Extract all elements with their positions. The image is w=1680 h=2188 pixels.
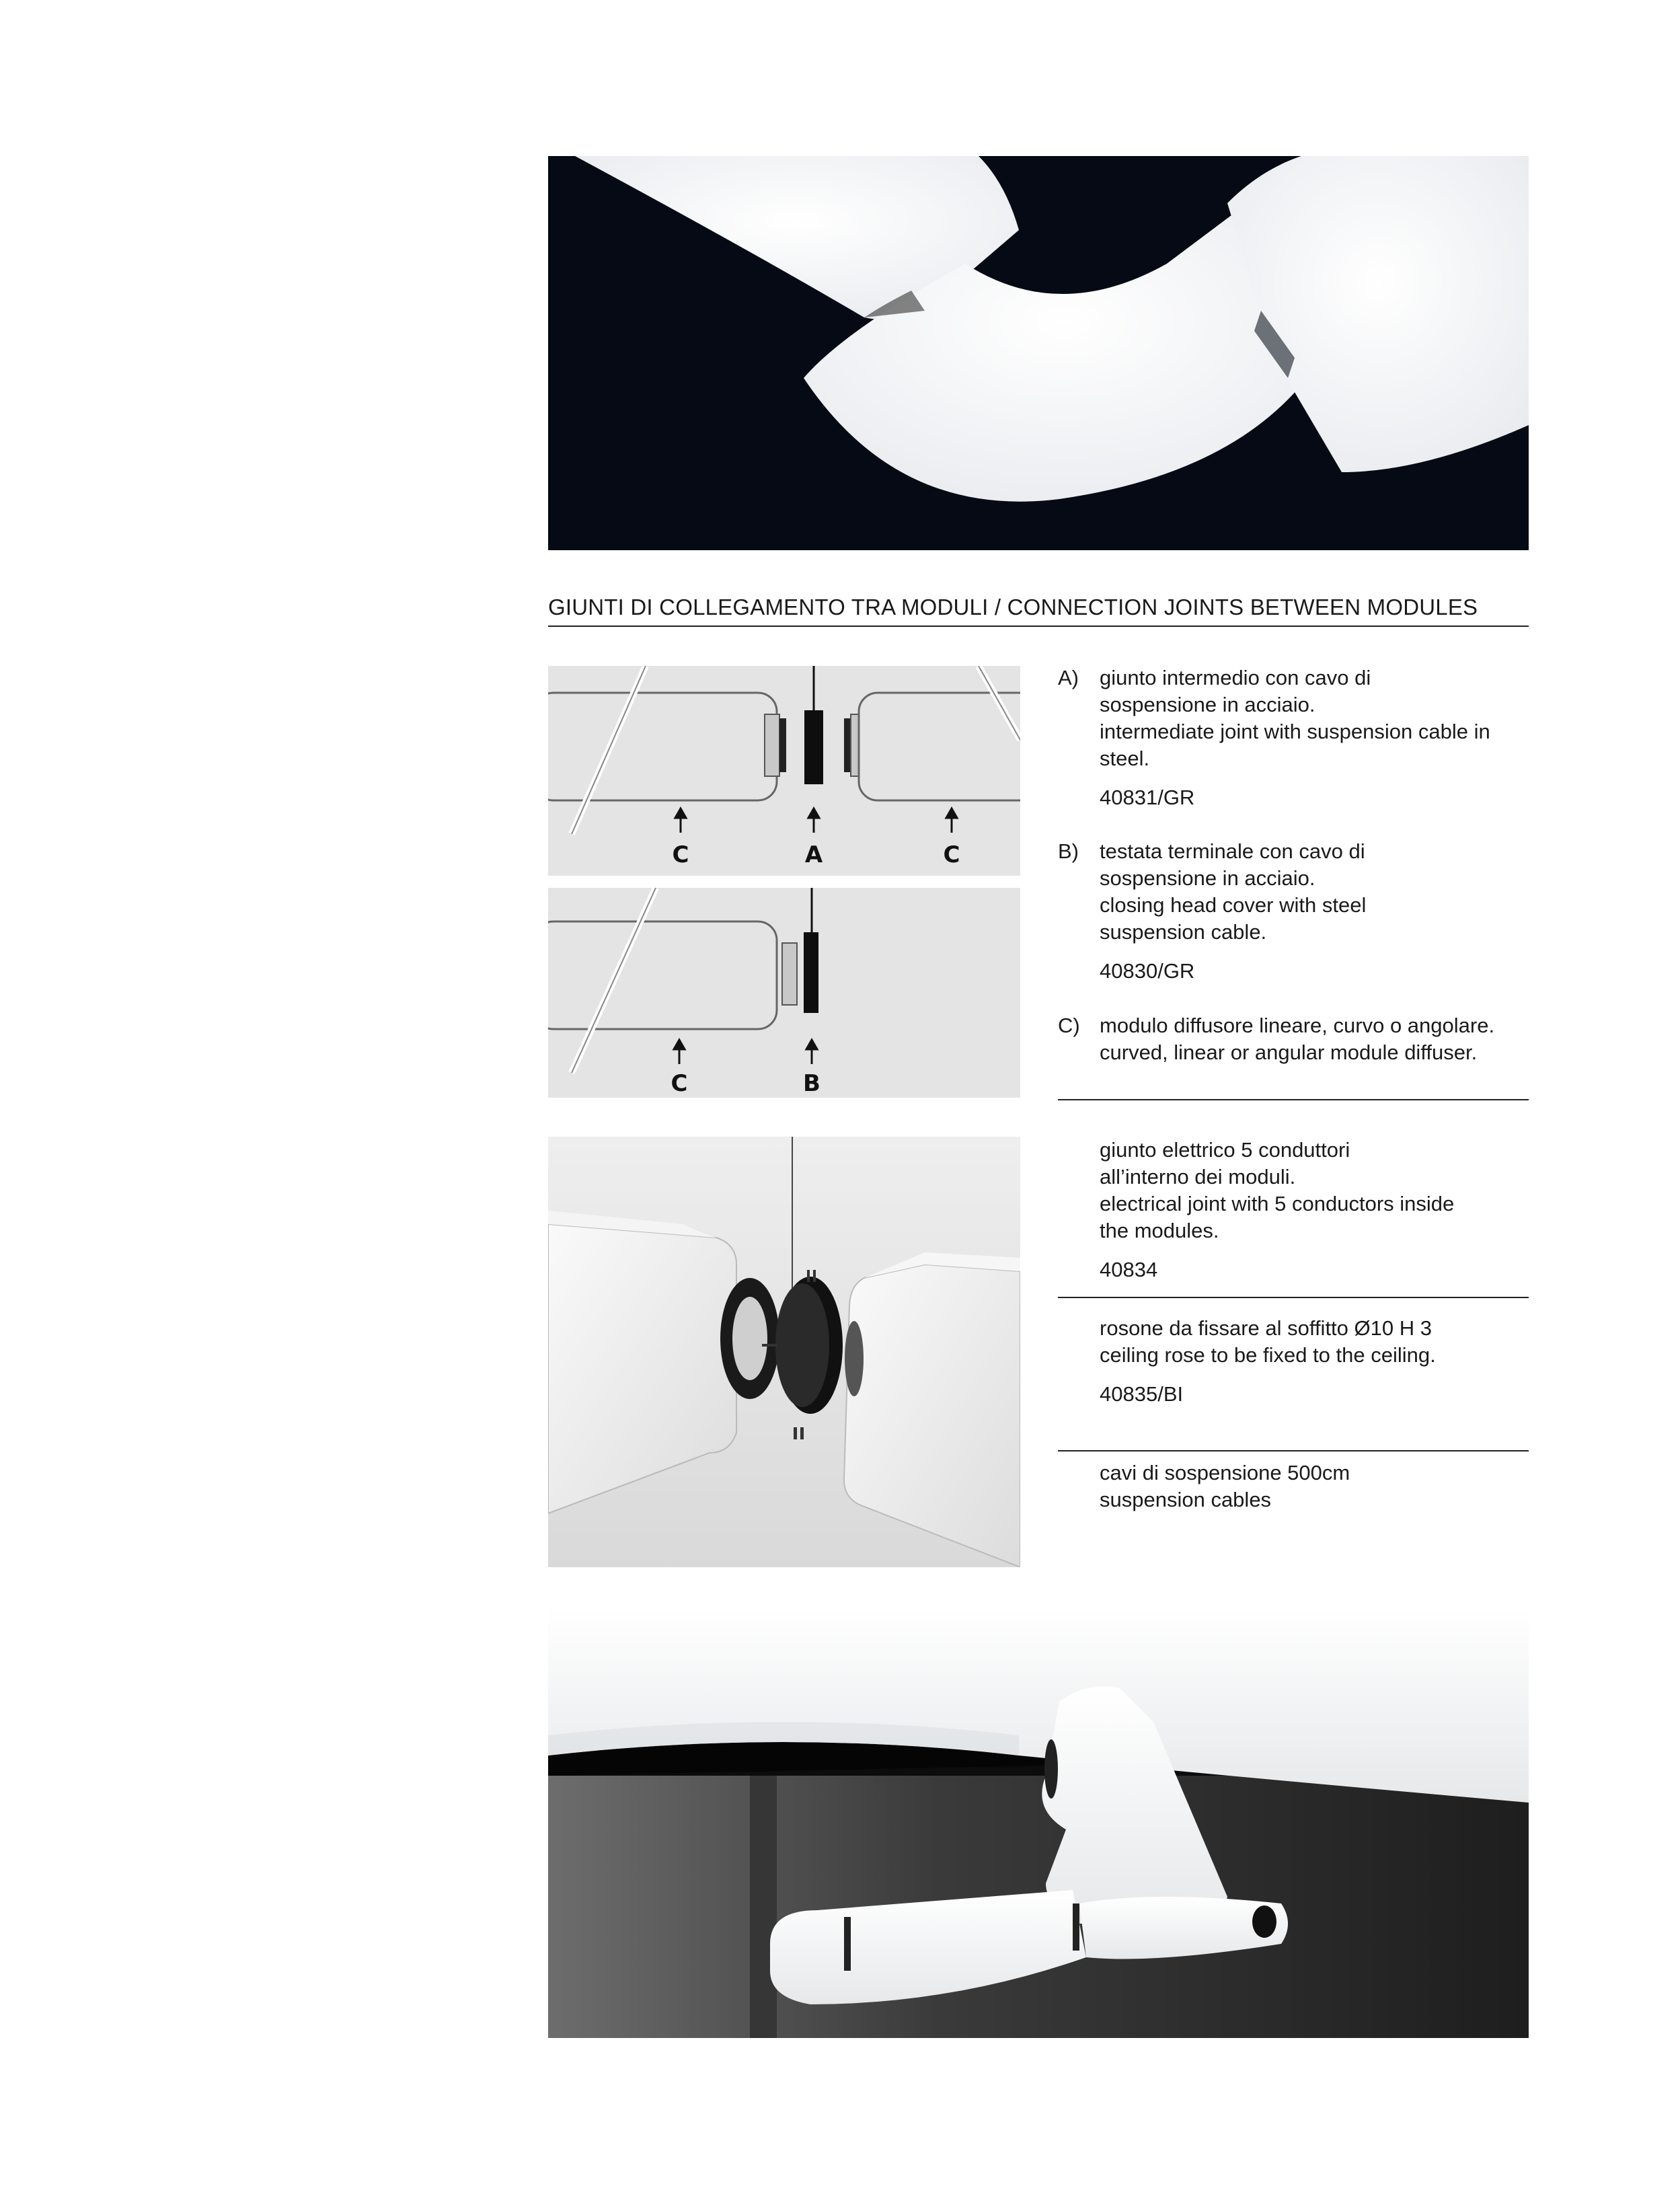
item-b-line-2: sospensione in acciaio. xyxy=(1100,866,1315,890)
section-title: GIUNTI DI COLLEGAMENTO TRA MODULI / CONNECTION JOINTS BETWEEN MODULES xyxy=(548,595,1478,619)
item-b-line-3: closing head cover with steel xyxy=(1100,893,1367,917)
accessory-2-line-1: rosone da fissare al soffitto Ø10 H 3 xyxy=(1100,1316,1432,1340)
diagram-b-label-b: B xyxy=(803,1070,820,1097)
divider-1 xyxy=(1058,1099,1529,1100)
item-c-line-1: modulo diffusore lineare, curvo o angolare. xyxy=(1100,1014,1495,1037)
divider-2 xyxy=(1058,1297,1529,1298)
accessory-1-line-3: electrical joint with 5 conductors inside xyxy=(1100,1192,1455,1215)
divider-3 xyxy=(1058,1450,1529,1451)
installation-photo xyxy=(548,1608,1529,2038)
diagram-closing-head xyxy=(548,888,1020,1098)
item-a-line-2: sospensione in acciaio. xyxy=(1100,693,1315,716)
item-b-code: 40830/GR xyxy=(1100,959,1195,983)
accessory-1-line-2: all’interno dei moduli. xyxy=(1100,1165,1296,1189)
diagram-a-label-c2: C xyxy=(943,841,960,868)
accessory-2-line-2: ceiling rose to be fixed to the ceiling. xyxy=(1100,1343,1436,1367)
diagram-intermediate-joint xyxy=(548,666,1020,876)
accessory-suspension-cables xyxy=(1100,1460,1530,1513)
diagram-b-label-c: C xyxy=(671,1070,688,1097)
hero-photo-curved-modules xyxy=(548,156,1529,550)
item-b-letter: B) xyxy=(1058,839,1079,863)
item-a-line-1: giunto intermedio con cavo di xyxy=(1100,666,1371,689)
diagram-a-label-c1: C xyxy=(672,841,689,868)
item-b-line-1: testata terminale con cavo di xyxy=(1100,839,1365,863)
accessory-3-line-1: cavi di sospensione 500cm xyxy=(1100,1461,1350,1484)
title-divider xyxy=(548,626,1529,627)
item-b-line-4: suspension cable. xyxy=(1100,920,1267,944)
render-joint-photo xyxy=(548,1137,1020,1567)
accessory-3-line-2: suspension cables xyxy=(1100,1488,1272,1511)
accessory-ceiling-rose xyxy=(1100,1315,1530,1408)
accessory-1-line-1: giunto elettrico 5 conduttori xyxy=(1100,1138,1350,1162)
diagram-a-label-a: A xyxy=(804,841,823,868)
item-a-letter: A) xyxy=(1058,666,1079,689)
item-a-line-4: steel. xyxy=(1100,747,1150,770)
item-c-line-2: curved, linear or angular module diffuser. xyxy=(1100,1041,1478,1064)
accessory-1-line-4: the modules. xyxy=(1100,1219,1219,1242)
item-c-letter: C) xyxy=(1058,1014,1080,1037)
item-a-code: 40831/GR xyxy=(1100,786,1195,809)
item-a-line-3: intermediate joint with suspension cable in xyxy=(1100,720,1490,743)
accessory-1-code: 40834 xyxy=(1100,1258,1158,1281)
accessory-electrical-joint xyxy=(1100,1137,1530,1283)
accessory-2-code: 40835/BI xyxy=(1100,1382,1184,1406)
